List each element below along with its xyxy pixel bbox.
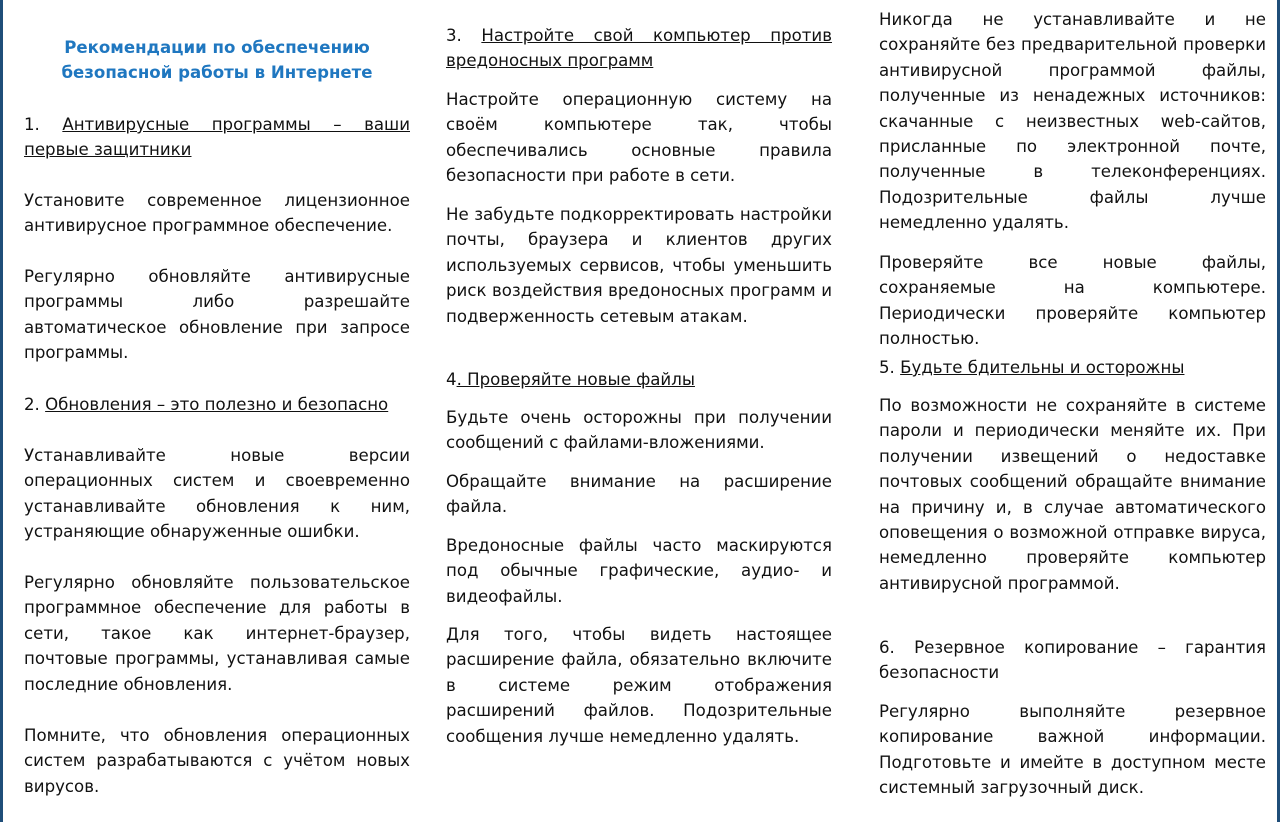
section-5-title: Будьте бдительны и осторожны <box>900 358 1185 377</box>
section-3-heading <box>446 23 832 74</box>
section-number: 1. <box>24 115 40 134</box>
section-number: 5. <box>879 358 895 377</box>
paragraph: Помните, что обновления операционных систем разрабатываются с учётом новых вирусов. <box>24 726 410 796</box>
section-2-title: Обновления – это полезно и безопасно <box>45 395 389 414</box>
section-1-heading <box>24 112 410 163</box>
section-4-heading <box>446 367 832 392</box>
paragraph: Не забудьте подкорректировать настройки почты, браузера и клиентов других используемых сервисов, чтобы уменьшить риск воздействия вредоносных программ и подверженность сетевым атакам. <box>446 205 832 326</box>
paragraph: Вредоносные файлы часто маскируются под обычные графические, аудио- и видеофайлы. <box>446 536 832 606</box>
section-2-heading <box>24 392 410 417</box>
paragraph: Для того, чтобы видеть настоящее расширение файла, обязательно включите в системе режим отображения расширений файлов. Подозрительные сообщения лучше немедленно удалять. <box>446 625 832 746</box>
paragraph: Регулярно обновляйте пользовательское программное обеспечение для работы в сети, такое как интернет-браузер, почтовые программы, устанавливая самые последние обновления. <box>24 573 410 694</box>
section-number: 2. <box>24 395 40 414</box>
section-6-heading: 6. Резервное копирование – гарантия безопасности <box>879 638 1266 683</box>
section-4-title: . Проверяйте новые файлы <box>456 370 695 389</box>
paragraph: Обращайте внимание на расширение файла. <box>446 472 832 517</box>
paragraph: Регулярно выполняйте резервное копирование важной информации. Подготовьте и имейте в доступном месте системный загрузочный диск. <box>879 702 1266 798</box>
paragraph: Настройте операционную систему на своём компьютере так, чтобы обеспечивались основные правила безопасности при работе в сети. <box>446 90 832 186</box>
paragraph: Устанавливайте новые версии операционных систем и своевременно устанавливайте обновления к ним, устраняющие обнаруженные ошибки. <box>24 446 410 542</box>
section-3-title: Настройте свой компьютер против вредоносных программ <box>446 26 832 71</box>
paragraph: Проверяйте все новые файлы, сохраняемые на компьютере. Периодически проверяйте компьютер полностью. <box>879 253 1266 349</box>
section-number: 4 <box>446 370 457 389</box>
section-number: 3. <box>446 26 462 45</box>
section-1-title: Антивирусные программы – ваши первые защитники <box>24 115 410 160</box>
paragraph: Регулярно обновляйте антивирусные программы либо разрешайте автоматическое обновление при запросе программы. <box>24 267 410 363</box>
paragraph: По возможности не сохраняйте в системе пароли и периодически меняйте их. При получении извещений о недоставке почтовых сообщений обращайте внимание на причину и, в случае автоматического оповещения о возможной отправке вируса, немедленно проверяйте компьютер антивирусной программой. <box>879 396 1266 593</box>
section-5-heading <box>879 355 1266 380</box>
paragraph: Установите современное лицензионное антивирусное программное обеспечение. <box>24 191 410 236</box>
paragraph: Никогда не устанавливайте и не сохраняйте без предварительной проверки антивирусной программой файлы, полученные из ненадежных источников: скачанные с неизвестных web-сайтов, присланные по электронной почте, полученные в телеконференциях. Подозрительные файлы лучше немедленно удалять. <box>879 10 1266 233</box>
page-title: Рекомендации по обеспечению безопасной работы в Интернете <box>61 38 373 83</box>
paragraph: Будьте очень осторожны при получении сообщений с файлами-вложениями. <box>446 408 832 453</box>
